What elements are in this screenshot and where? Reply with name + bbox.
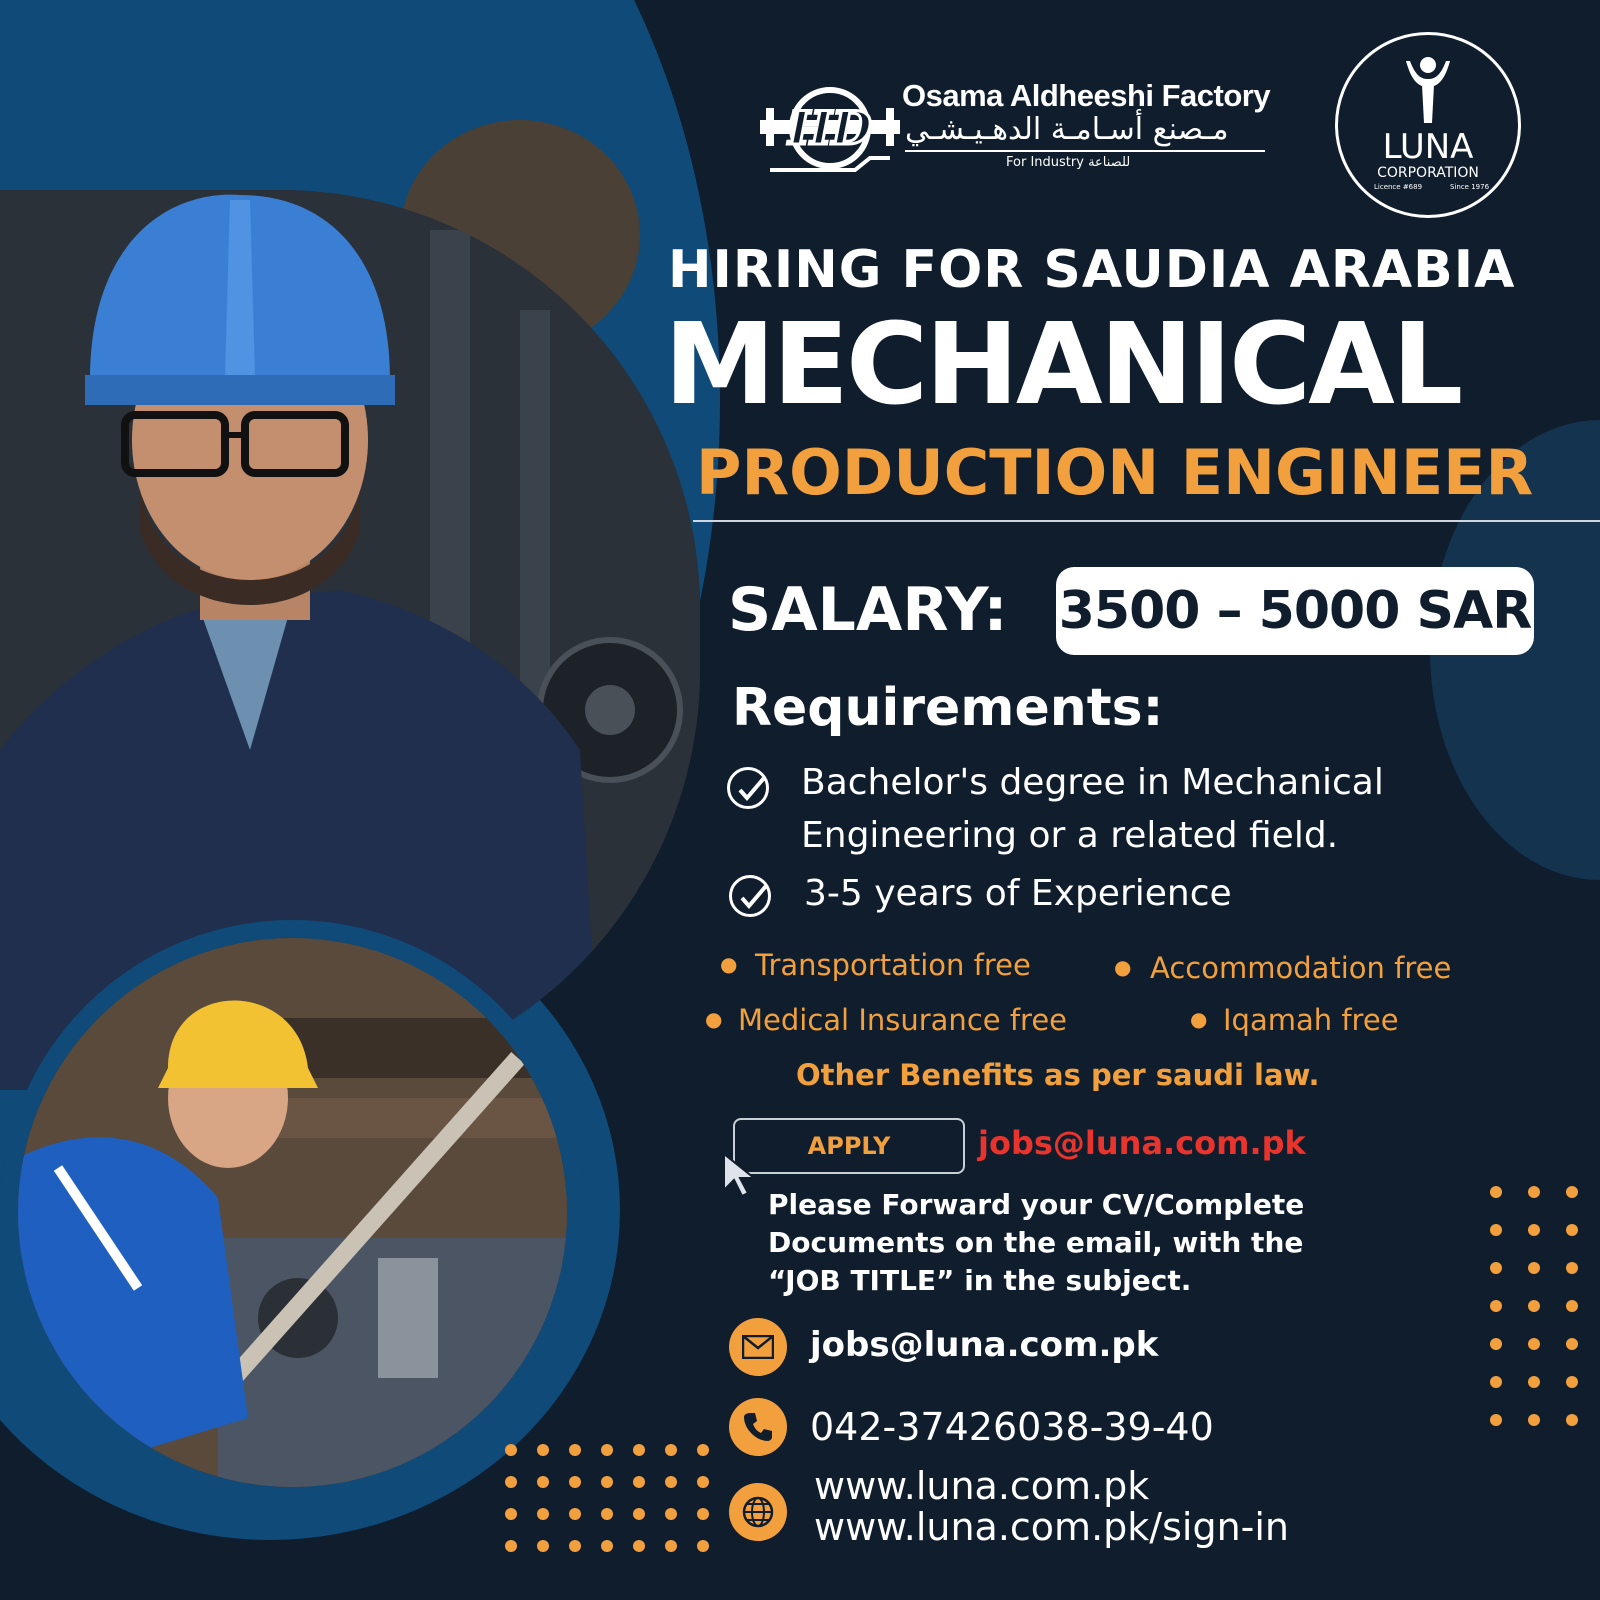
- dot: [601, 1444, 613, 1456]
- factory-logo-icon: [760, 78, 900, 178]
- dot: [1566, 1414, 1578, 1426]
- dot: [569, 1476, 581, 1488]
- factory-underline: [905, 150, 1265, 152]
- factory-logo: [760, 78, 900, 178]
- luna-licence: Licence #689: [1374, 183, 1423, 191]
- dot: [665, 1444, 677, 1456]
- dot: [1566, 1376, 1578, 1388]
- dot-grid-bottom: [505, 1444, 725, 1564]
- salary-value: 3500 – 5000 SAR: [1056, 567, 1534, 655]
- dot: [633, 1508, 645, 1520]
- headline-hiring: HIRING FOR SAUDIA ARABIA: [668, 240, 1516, 300]
- benefit-item: Accommodation free: [1150, 951, 1452, 985]
- headline-job-title: PRODUCTION ENGINEER: [696, 436, 1534, 509]
- dot: [1490, 1186, 1502, 1198]
- dot: [1566, 1186, 1578, 1198]
- dot: [1528, 1376, 1540, 1388]
- divider: [693, 520, 1600, 522]
- headline-mechanical: MECHANICAL: [664, 300, 1461, 430]
- salary-label: SALARY:: [728, 575, 1008, 645]
- dot: [1528, 1300, 1540, 1312]
- requirement-item: Bachelor's degree in Mechanical: [801, 762, 1384, 803]
- dot: [505, 1444, 517, 1456]
- bullet-icon: ●: [1190, 1007, 1208, 1031]
- dot: [1490, 1414, 1502, 1426]
- factory-name-arabic: مـصنع أسـامـة الدهـيـشـي: [905, 112, 1229, 147]
- dot: [1566, 1338, 1578, 1350]
- apply-instructions: Please Forward your CV/Complete Documents on the email, with the “JOB TITLE” in the subject.: [768, 1188, 1305, 1297]
- globe-icon: [729, 1483, 787, 1541]
- dot: [1528, 1338, 1540, 1350]
- dot: [1528, 1414, 1540, 1426]
- dot: [537, 1444, 549, 1456]
- bullet-icon: ●: [720, 952, 738, 976]
- dot: [697, 1508, 709, 1520]
- luna-since: Since 1976: [1450, 183, 1490, 191]
- requirement-item: 3-5 years of Experience: [804, 873, 1232, 914]
- bullet-icon: ●: [705, 1007, 723, 1031]
- dot: [665, 1540, 677, 1552]
- apply-button-label: APPLY: [807, 1132, 891, 1160]
- dot: [1528, 1262, 1540, 1274]
- dot-grid-right: [1490, 1186, 1590, 1426]
- factory-tagline: For Industry للصناعة: [1006, 155, 1131, 170]
- dot: [601, 1476, 613, 1488]
- dot: [1528, 1186, 1540, 1198]
- dot: [665, 1508, 677, 1520]
- dot: [569, 1508, 581, 1520]
- dot: [633, 1540, 645, 1552]
- dot: [1566, 1300, 1578, 1312]
- luna-sub: CORPORATION: [1377, 165, 1479, 181]
- contact-email[interactable]: jobs@luna.com.pk: [810, 1325, 1159, 1365]
- luna-logo: [1335, 32, 1521, 218]
- dot: [633, 1476, 645, 1488]
- factory-name: Osama Aldheeshi Factory: [902, 78, 1271, 113]
- contact-signin-link[interactable]: www.luna.com.pk/sign-in: [814, 1505, 1289, 1549]
- check-icon: [727, 767, 769, 809]
- dot: [1490, 1338, 1502, 1350]
- mail-icon: [729, 1318, 787, 1376]
- person-icon: [1398, 55, 1458, 125]
- apply-email-link[interactable]: jobs@luna.com.pk: [978, 1124, 1306, 1162]
- worker-photo: [0, 920, 585, 1505]
- phone-icon: [729, 1398, 787, 1456]
- dot: [537, 1476, 549, 1488]
- factory-logo-letters: HD: [788, 101, 872, 155]
- dot: [1566, 1262, 1578, 1274]
- requirement-item-cont: Engineering or a related field.: [801, 815, 1339, 856]
- cursor-icon: [718, 1150, 768, 1200]
- dot: [569, 1444, 581, 1456]
- dot: [601, 1508, 613, 1520]
- dot: [1490, 1300, 1502, 1312]
- dot: [1528, 1224, 1540, 1236]
- dot: [1566, 1224, 1578, 1236]
- luna-name: LUNA: [1382, 127, 1474, 167]
- dot: [665, 1476, 677, 1488]
- dot: [697, 1476, 709, 1488]
- check-icon: [729, 875, 771, 917]
- dot: [601, 1540, 613, 1552]
- dot: [1490, 1376, 1502, 1388]
- dot: [505, 1476, 517, 1488]
- benefit-item: Transportation free: [755, 948, 1031, 982]
- dot: [1490, 1262, 1502, 1274]
- dot: [697, 1444, 709, 1456]
- dot: [505, 1540, 517, 1552]
- dot: [537, 1540, 549, 1552]
- contact-phone[interactable]: 042-37426038-39-40: [810, 1405, 1214, 1449]
- worker-illustration: [18, 938, 568, 1488]
- bullet-icon: ●: [1114, 955, 1132, 979]
- benefit-item: Iqamah free: [1223, 1003, 1399, 1037]
- requirements-heading: Requirements:: [732, 678, 1164, 738]
- dot: [633, 1444, 645, 1456]
- dot: [505, 1508, 517, 1520]
- dot: [537, 1508, 549, 1520]
- dot: [697, 1540, 709, 1552]
- benefit-item: Medical Insurance free: [738, 1003, 1067, 1037]
- dot: [569, 1540, 581, 1552]
- dot: [1490, 1224, 1502, 1236]
- benefits-note: Other Benefits as per saudi law.: [796, 1058, 1320, 1092]
- contact-website[interactable]: www.luna.com.pk: [814, 1464, 1150, 1508]
